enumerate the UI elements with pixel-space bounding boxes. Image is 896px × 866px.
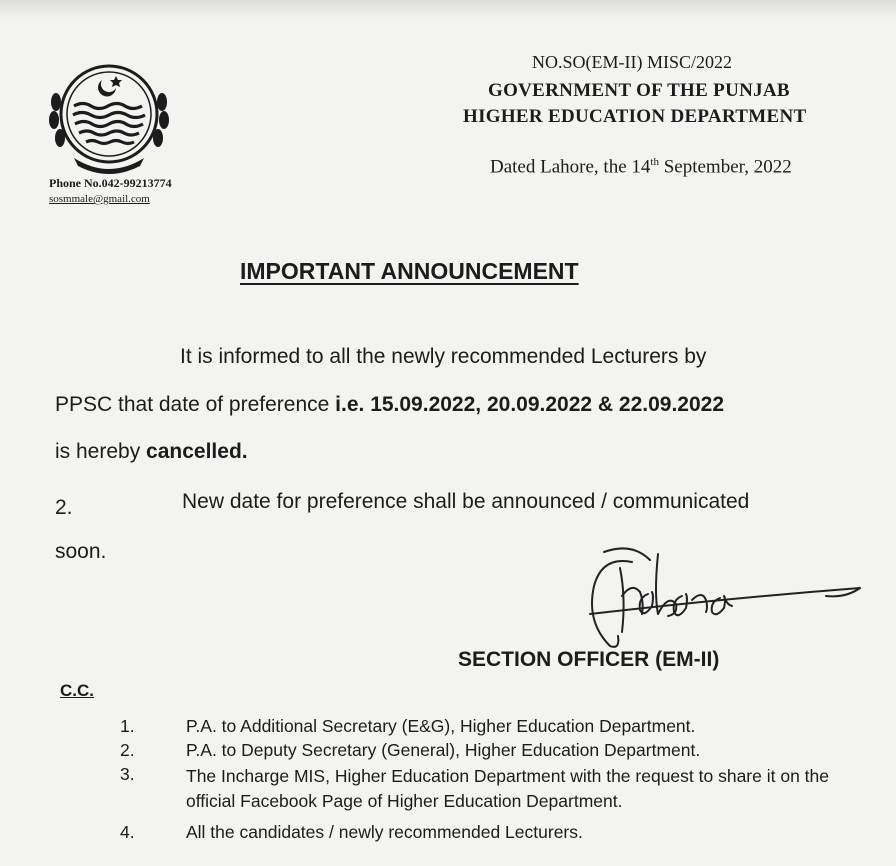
cancelled-word: cancelled. — [146, 440, 248, 463]
paragraph-2-line-2: soon. — [55, 540, 107, 563]
cc-item — [120, 764, 880, 822]
paragraph-2-number: 2. — [55, 496, 73, 519]
handwritten-signature — [570, 540, 870, 650]
government-name: GOVERNMENT OF THE PUNJAB — [488, 80, 790, 101]
cc-item — [120, 740, 880, 764]
dated-superscript: th — [650, 156, 659, 168]
cc-item-number: 3. — [120, 764, 135, 784]
cc-item-text: P.A. to Deputy Secretary (General), Higher Education Department. — [186, 740, 701, 760]
cc-item — [120, 716, 880, 740]
cc-item-text: The Incharge MIS, Higher Education Department with the request to share it on the official Facebook Page of Higher Education Department. — [186, 766, 829, 811]
announcement-heading: IMPORTANT ANNOUNCEMENT — [240, 258, 579, 284]
scan-shadow — [0, 0, 896, 18]
cc-item-number: 1. — [120, 716, 135, 736]
cc-item-number: 4. — [120, 822, 135, 842]
dated-prefix: Dated Lahore, the 14 — [490, 156, 651, 178]
phone-number: Phone No.042-99213774 — [49, 176, 172, 190]
cc-item-text: P.A. to Additional Secretary (E&G), Higher Education Department. — [186, 716, 696, 736]
dated-line — [490, 156, 792, 178]
cc-item — [120, 822, 880, 846]
dated-suffix: September, 2022 — [658, 156, 792, 178]
paragraph-2-line-1: New date for preference shall be announced / communicated — [182, 490, 750, 513]
paragraph-1-line-2 — [55, 393, 724, 417]
section-officer-designation: SECTION OFFICER (EM-II) — [458, 648, 720, 671]
paragraph-1-line-3-plain: is hereby — [55, 440, 147, 463]
email-address: sosmmale@gmail.com — [49, 193, 150, 205]
reference-number: NO.SO(EM-II) MISC/2022 — [532, 52, 732, 72]
preference-dates: i.e. 15.09.2022, 20.09.2022 & 22.09.2022 — [335, 393, 724, 416]
cc-item-number: 2. — [120, 740, 135, 760]
paragraph-1-line-3 — [55, 440, 248, 464]
cc-item-text: All the candidates / newly recommended Lecturers. — [186, 822, 583, 842]
cc-label: C.C. — [60, 681, 94, 700]
cc-list — [120, 716, 880, 846]
punjab-government-seal-icon — [44, 62, 174, 176]
department-name: HIGHER EDUCATION DEPARTMENT — [463, 106, 807, 127]
paragraph-1-line-1: It is informed to all the newly recommended Lecturers by — [180, 345, 707, 368]
paragraph-1-line-2-plain: PPSC that date of preference — [55, 393, 336, 416]
